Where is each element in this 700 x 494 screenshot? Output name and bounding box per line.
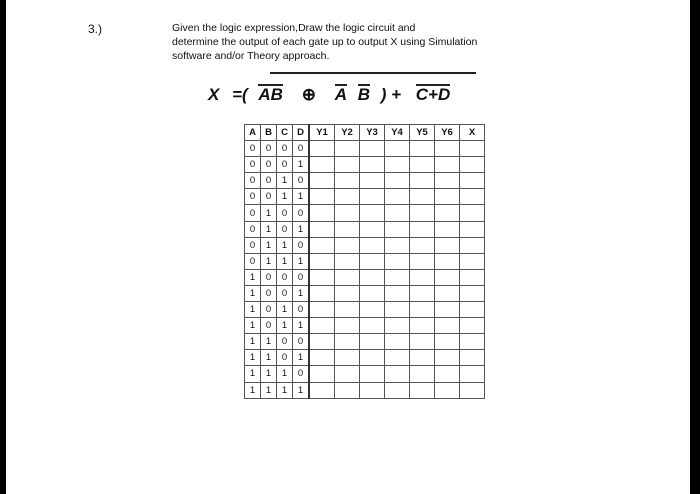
table-row [245, 318, 485, 334]
input-cell: 1 [293, 318, 310, 334]
output-cell [335, 221, 360, 237]
equation-long-overbar [270, 72, 476, 74]
table-row [245, 334, 485, 350]
input-cell: 0 [293, 205, 310, 221]
output-cell [360, 157, 385, 173]
output-cell [309, 205, 335, 221]
header-y2: Y2 [335, 125, 360, 141]
input-cell: 0 [277, 221, 293, 237]
input-cell: 1 [293, 157, 310, 173]
input-cell: 0 [261, 318, 277, 334]
output-cell [410, 253, 435, 269]
input-cell: 1 [277, 366, 293, 382]
input-cell: 1 [261, 366, 277, 382]
input-cell: 1 [261, 334, 277, 350]
header-y3: Y3 [360, 125, 385, 141]
input-cell: 1 [245, 269, 261, 285]
truth-table-header-row [245, 125, 485, 141]
input-cell: 0 [277, 157, 293, 173]
prompt-line: software and/or Theory approach. [172, 50, 330, 62]
table-row [245, 157, 485, 173]
output-cell [385, 382, 410, 398]
output-cell [360, 318, 385, 334]
input-cell: 0 [293, 237, 310, 253]
input-cell: 1 [245, 318, 261, 334]
input-cell: 1 [245, 350, 261, 366]
output-cell [410, 334, 435, 350]
equation-close-plus: ) + [380, 85, 402, 104]
prompt-line: Given the logic expression,Draw the logic circuit and [172, 22, 416, 34]
output-cell [410, 382, 435, 398]
output-cell [410, 285, 435, 301]
input-cell: 0 [277, 285, 293, 301]
output-cell [360, 269, 385, 285]
output-cell [435, 366, 460, 382]
input-cell: 0 [261, 285, 277, 301]
output-cell [460, 141, 485, 157]
output-cell [360, 237, 385, 253]
input-cell: 0 [293, 366, 310, 382]
output-cell [410, 157, 435, 173]
output-cell [460, 382, 485, 398]
input-cell: 1 [245, 285, 261, 301]
logic-equation [208, 84, 450, 110]
header-y4: Y4 [385, 125, 410, 141]
input-cell: 0 [245, 157, 261, 173]
header-y5: Y5 [410, 125, 435, 141]
input-cell: 0 [245, 141, 261, 157]
output-cell [309, 237, 335, 253]
output-cell [309, 189, 335, 205]
output-cell [410, 350, 435, 366]
output-cell [309, 334, 335, 350]
output-cell [335, 157, 360, 173]
input-cell: 1 [293, 285, 310, 301]
output-cell [435, 382, 460, 398]
output-cell [385, 302, 410, 318]
output-cell [360, 302, 385, 318]
input-cell: 0 [293, 269, 310, 285]
output-cell [385, 366, 410, 382]
output-cell [335, 205, 360, 221]
output-cell [435, 253, 460, 269]
output-cell [309, 350, 335, 366]
equation-lhs: X [208, 85, 220, 104]
input-cell: 1 [245, 302, 261, 318]
input-cell: 1 [245, 382, 261, 398]
output-cell [385, 237, 410, 253]
header-a: A [245, 125, 261, 141]
output-cell [435, 157, 460, 173]
output-cell [385, 285, 410, 301]
input-cell: 0 [277, 334, 293, 350]
output-cell [460, 285, 485, 301]
input-cell: 0 [277, 205, 293, 221]
xor-symbol: ⊕ [301, 85, 316, 104]
input-cell: 1 [277, 173, 293, 189]
output-cell [435, 141, 460, 157]
output-cell [460, 157, 485, 173]
header-y6: Y6 [435, 125, 460, 141]
input-cell: 0 [261, 269, 277, 285]
truth-table [244, 124, 485, 399]
header-x: X [460, 125, 485, 141]
input-cell: 0 [245, 253, 261, 269]
table-row [245, 302, 485, 318]
input-cell: 1 [277, 318, 293, 334]
output-cell [435, 269, 460, 285]
output-cell [435, 334, 460, 350]
input-cell: 0 [293, 302, 310, 318]
table-row [245, 189, 485, 205]
input-cell: 1 [261, 350, 277, 366]
output-cell [385, 189, 410, 205]
output-cell [360, 141, 385, 157]
input-cell: 1 [277, 302, 293, 318]
input-cell: 0 [293, 141, 310, 157]
output-cell [435, 237, 460, 253]
table-row [245, 141, 485, 157]
header-y1: Y1 [309, 125, 335, 141]
input-cell: 1 [293, 221, 310, 237]
output-cell [435, 205, 460, 221]
output-cell [360, 189, 385, 205]
equation-equals-paren: =( [232, 85, 248, 104]
input-cell: 0 [277, 141, 293, 157]
output-cell [360, 350, 385, 366]
output-cell [309, 253, 335, 269]
output-cell [335, 382, 360, 398]
prompt-line: determine the output of each gate up to output X using Simulation [172, 36, 478, 48]
input-cell: 1 [277, 237, 293, 253]
output-cell [309, 382, 335, 398]
input-cell: 0 [277, 269, 293, 285]
output-cell [435, 318, 460, 334]
output-cell [410, 141, 435, 157]
input-cell: 1 [261, 221, 277, 237]
header-c: C [277, 125, 293, 141]
table-row [245, 382, 485, 398]
output-cell [435, 221, 460, 237]
output-cell [410, 173, 435, 189]
table-row [245, 269, 485, 285]
output-cell [360, 253, 385, 269]
output-cell [385, 269, 410, 285]
input-cell: 0 [245, 221, 261, 237]
input-cell: 0 [293, 334, 310, 350]
output-cell [435, 285, 460, 301]
output-cell [460, 237, 485, 253]
table-row [245, 173, 485, 189]
table-row [245, 221, 485, 237]
output-cell [435, 302, 460, 318]
input-cell: 1 [293, 350, 310, 366]
output-cell [309, 269, 335, 285]
output-cell [385, 173, 410, 189]
input-cell: 1 [261, 205, 277, 221]
output-cell [360, 382, 385, 398]
output-cell [309, 366, 335, 382]
output-cell [385, 334, 410, 350]
output-cell [335, 237, 360, 253]
output-cell [385, 157, 410, 173]
output-cell [309, 318, 335, 334]
input-cell: 1 [293, 382, 310, 398]
output-cell [335, 318, 360, 334]
equation-term-c-plus-d: C+D [415, 85, 451, 104]
output-cell [335, 173, 360, 189]
output-cell [309, 285, 335, 301]
output-cell [335, 269, 360, 285]
input-cell: 0 [261, 189, 277, 205]
table-row [245, 366, 485, 382]
output-cell [335, 285, 360, 301]
output-cell [385, 205, 410, 221]
output-cell [360, 366, 385, 382]
output-cell [460, 302, 485, 318]
output-cell [309, 302, 335, 318]
output-cell [410, 302, 435, 318]
input-cell: 0 [245, 237, 261, 253]
input-cell: 1 [277, 253, 293, 269]
output-cell [385, 141, 410, 157]
output-cell [335, 366, 360, 382]
input-cell: 1 [245, 366, 261, 382]
table-row [245, 205, 485, 221]
output-cell [460, 189, 485, 205]
input-cell: 1 [261, 253, 277, 269]
output-cell [360, 334, 385, 350]
output-cell [335, 253, 360, 269]
input-cell: 0 [245, 173, 261, 189]
output-cell [385, 221, 410, 237]
output-cell [360, 285, 385, 301]
header-b: B [261, 125, 277, 141]
question-number: 3.) [88, 22, 103, 36]
input-cell: 0 [261, 157, 277, 173]
input-cell: 1 [293, 189, 310, 205]
output-cell [410, 205, 435, 221]
header-d: D [293, 125, 310, 141]
input-cell: 0 [245, 205, 261, 221]
output-cell [460, 366, 485, 382]
table-row [245, 237, 485, 253]
output-cell [410, 237, 435, 253]
equation-term-a-bar: A [334, 85, 347, 104]
input-cell: 1 [245, 334, 261, 350]
output-cell [460, 205, 485, 221]
output-cell [309, 173, 335, 189]
output-cell [460, 253, 485, 269]
output-cell [360, 173, 385, 189]
output-cell [410, 366, 435, 382]
output-cell [385, 350, 410, 366]
output-cell [309, 157, 335, 173]
output-cell [460, 334, 485, 350]
output-cell [309, 221, 335, 237]
input-cell: 0 [261, 173, 277, 189]
input-cell: 0 [293, 173, 310, 189]
truth-table-body [245, 141, 485, 399]
output-cell [360, 205, 385, 221]
output-cell [460, 318, 485, 334]
output-cell [360, 221, 385, 237]
input-cell: 0 [277, 350, 293, 366]
input-cell: 0 [245, 189, 261, 205]
output-cell [385, 253, 410, 269]
output-cell [435, 189, 460, 205]
output-cell [335, 189, 360, 205]
output-cell [460, 173, 485, 189]
input-cell: 1 [277, 189, 293, 205]
output-cell [460, 221, 485, 237]
output-cell [410, 221, 435, 237]
input-cell: 1 [277, 382, 293, 398]
equation-term-ab: AB [258, 85, 283, 104]
output-cell [410, 318, 435, 334]
output-cell [410, 189, 435, 205]
output-cell [309, 141, 335, 157]
output-cell [335, 302, 360, 318]
input-cell: 0 [261, 141, 277, 157]
table-row [245, 350, 485, 366]
input-cell: 0 [261, 302, 277, 318]
document-page [6, 0, 690, 494]
output-cell [435, 350, 460, 366]
table-row [245, 253, 485, 269]
output-cell [460, 350, 485, 366]
equation-term-b-bar: B [357, 85, 370, 104]
output-cell [335, 334, 360, 350]
output-cell [410, 269, 435, 285]
output-cell [335, 141, 360, 157]
output-cell [460, 269, 485, 285]
output-cell [385, 318, 410, 334]
question-prompt [172, 21, 592, 63]
input-cell: 1 [293, 253, 310, 269]
input-cell: 1 [261, 382, 277, 398]
table-row [245, 285, 485, 301]
output-cell [335, 350, 360, 366]
output-cell [435, 173, 460, 189]
input-cell: 1 [261, 237, 277, 253]
